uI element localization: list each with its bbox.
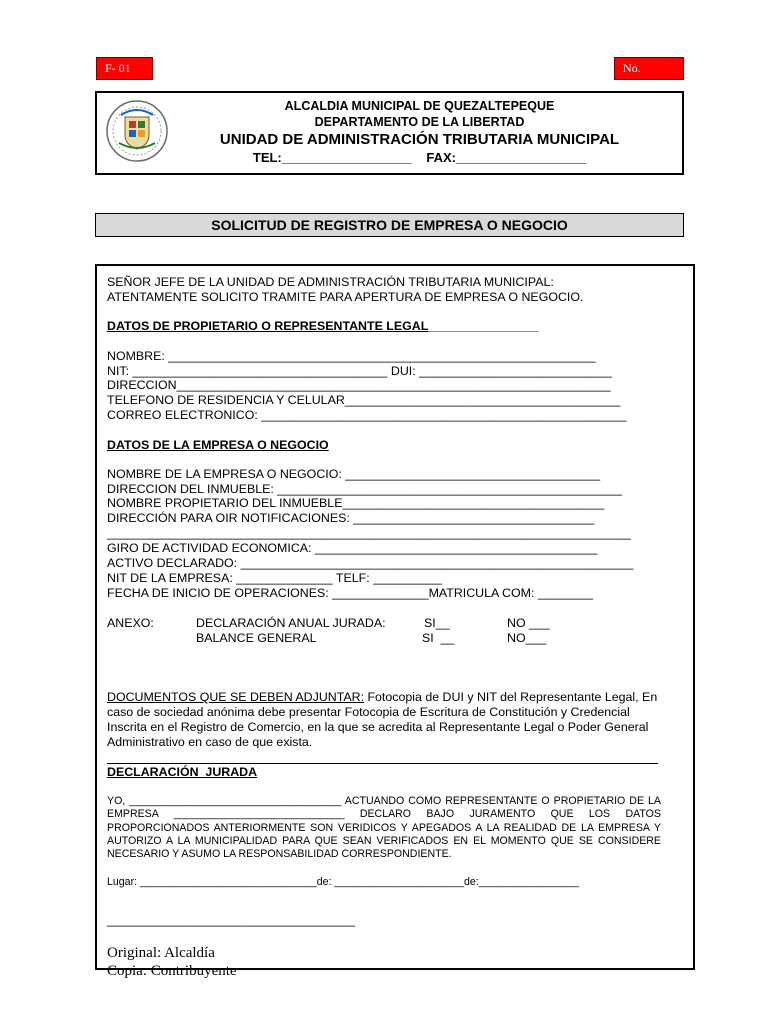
intro-line1: SEÑOR JEFE DE LA UNIDAD DE ADMINISTRACIÓN TRIBUTARIA MUNICIPAL: [107, 275, 554, 289]
form-number-label: No. [623, 61, 641, 75]
fax-field[interactable]: __________________ [455, 150, 587, 165]
signature-field[interactable]: ____________________________________ [107, 913, 356, 927]
business-nit-phone-field[interactable]: NIT DE LA EMPRESA: ______________ TELF: __________ [107, 571, 443, 585]
anexo-no2-checkbox[interactable]: NO___ [507, 631, 547, 645]
declaration-text: YO, ____________________________________ ACTUANDO COMO REPRESENTANTE O PROPIETARIO DE LA EMPRESA _____________________________ DECLARO BAJO JURAMENTO QUE LOS DATOS PROPORCIONADOS ANTERIORMENTE SON VERIDICOS Y APEGADOS A LA REALIDAD DE LA EMPRESA Y AUTORIZO A LA MUNICIPALIDAD PARA QUE SEAN VERIFICADOS EN EL MOMENTO QUE SE CONSIDERE NECESARIO Y ASUMO LA RESPONSABILIDAD CORRESPONDIENTE. [107, 795, 661, 861]
owner-nit-dui-field[interactable]: NIT: _____________________________________ DUI: ____________________________ [107, 364, 613, 378]
form-code-box [96, 57, 153, 80]
separator-rule [107, 763, 658, 764]
documents-text: Fotocopia de DUI y NIT del Representante Legal, En caso de sociedad anónima debe presentar Fotocopia de Escritura de Constitución y Credencial Inscrita en el Registro de Comercio, en la que se acredita al Representante Legal o Poder General Administrativo en caso de que exista. [107, 690, 658, 749]
header-line2: DEPARTAMENTO DE LA LIBERTAD [314, 115, 525, 129]
owner-email-field[interactable]: CORREO ELECTRONICO: _____________________________________________________ [107, 408, 627, 422]
notification-address-cont[interactable]: ____________________________________________________________________________ [107, 526, 631, 540]
form-number-box[interactable] [614, 57, 684, 80]
notification-address-field[interactable]: DIRECCIÓN PARA OIR NOTIFICACIONES: ___________________________________ [107, 511, 595, 525]
anexo-label: ANEXO: [107, 616, 154, 630]
property-owner-field[interactable]: NOMBRE PROPIETARIO DEL INMUEBLE______________________________________ [107, 496, 605, 510]
business-section-heading: DATOS DE LA EMPRESA O NEGOCIO [107, 438, 329, 452]
anexo-no1-checkbox[interactable]: NO ___ [507, 616, 550, 630]
start-date-matricula-field[interactable]: FECHA DE INICIO DE OPERACIONES: ______________MATRICULA COM: ________ [107, 586, 593, 600]
declaration-heading: DECLARACIÓN JURADA [107, 765, 258, 779]
documents-paragraph [107, 690, 661, 750]
business-address-field[interactable]: DIRECCION DEL INMUEBLE: __________________________________________________ [107, 482, 622, 496]
place-date-field[interactable]: Lugar: ______________________________de: ______________________de:_________________ [107, 876, 579, 888]
owner-name-field[interactable]: NOMBRE: ______________________________________________________________ [107, 349, 596, 363]
form-title: SOLICITUD DE REGISTRO DE EMPRESA O NEGOCIO [95, 213, 684, 237]
declared-assets-field[interactable]: ACTIVO DECLARADO: _________________________________________________________ [107, 556, 634, 570]
intro-line2: ATENTAMENTE SOLICITO TRAMITE PARA APERTURA DE EMPRESA O NEGOCIO. [107, 290, 584, 304]
fax-label: FAX: [426, 150, 456, 165]
documents-label: DOCUMENTOS QUE SE DEBEN ADJUNTAR: [107, 690, 365, 704]
header-contact [157, 150, 682, 165]
owner-phone-field[interactable]: TELEFONO DE RESIDENCIA Y CELULAR________________________________________ [107, 393, 621, 407]
anexo-item1: DECLARACIÓN ANUAL JURADA: [196, 616, 386, 630]
header-line1: ALCALDIA MUNICIPAL DE QUEZALTEPEQUE [284, 99, 555, 113]
owner-address-field[interactable]: DIRECCION_______________________________________________________________ [107, 378, 611, 392]
tel-field[interactable]: TEL:__________________ [252, 150, 412, 165]
activity-field[interactable]: GIRO DE ACTIVIDAD ECONOMICA: _________________________________________ [107, 541, 598, 555]
header-line3: UNIDAD DE ADMINISTRACIÓN TRIBUTARIA MUNICIPAL [219, 131, 620, 148]
copy-contribuyente: Copia: Contribuyente [107, 963, 237, 979]
form-code: F- 01 [105, 61, 131, 75]
copy-original: Original: Alcaldía [107, 945, 215, 961]
header-box [95, 91, 684, 175]
anexo-si1-checkbox[interactable]: SI__ [424, 616, 450, 630]
business-name-field[interactable]: NOMBRE DE LA EMPRESA O NEGOCIO: _____________________________________ [107, 467, 601, 481]
owner-section-heading: DATOS DE PROPIETARIO O REPRESENTANTE LEGAL________________ [107, 319, 539, 333]
anexo-item2: BALANCE GENERAL [196, 631, 317, 645]
anexo-si2-checkbox[interactable]: SI __ [422, 631, 455, 645]
